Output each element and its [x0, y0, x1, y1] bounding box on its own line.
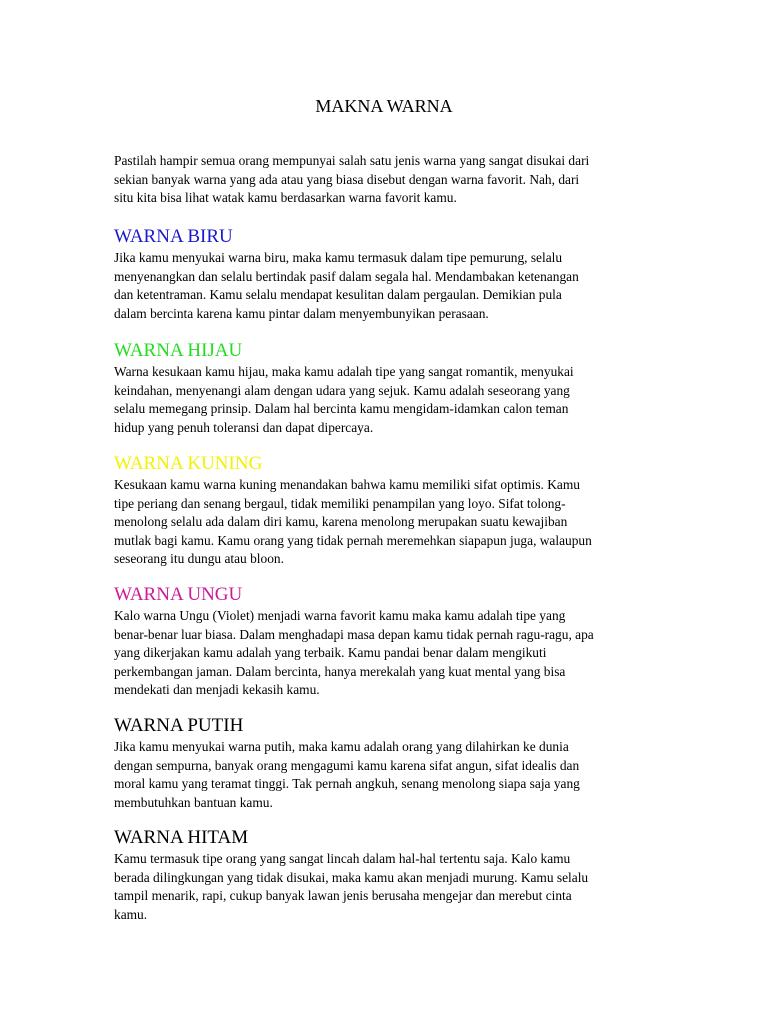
section-line: keindahan, menyenangi alam dengan udara yang sejuk. Kamu adalah seseorang yang [114, 382, 570, 398]
section-line: berada dilingkungan yang tidak disukai, maka kamu akan menjadi murung. Kamu selalu [114, 869, 589, 885]
section-line: perkembangan jaman. Dalam bercinta, hanya merekalah yang kuat mental yang bisa [114, 663, 566, 679]
section-line: dengan sempurna, banyak orang mengagumi kamu karena sifat angun, sifat idealis dan [114, 757, 580, 773]
section-line: seseorang itu dungu atau bloon. [114, 551, 284, 566]
section-line: Jika kamu menyukai warna biru, maka kamu termasuk dalam tipe pemurung, selalu [114, 250, 563, 265]
section-heading: WARNA BIRU [114, 226, 233, 247]
section-hitam [114, 828, 674, 924]
section-heading: WARNA HITAM [114, 827, 249, 848]
section-line: yang dikerjakan kamu adalah yang terbaik. Kamu pandai benar dalam mengikuti [114, 645, 547, 660]
intro-line: sekian banyak warna yang ada atau yang biasa disebut dengan warna favorit. Nah, dari [114, 171, 580, 187]
section-line: dan ketentraman. Kamu selalu mendapat kesulitan dalam pergaulan. Demikian pula [114, 287, 562, 302]
page-title: MAKNA WARNA [315, 96, 453, 116]
section-biru [114, 227, 674, 323]
section-heading: WARNA HIJAU [114, 340, 243, 361]
section-heading: WARNA PUTIH [114, 715, 244, 736]
section-heading: WARNA UNGU [114, 584, 243, 605]
section-line: benar-benar luar biasa. Dalam menghadapi masa depan kamu tidak pernah ragu-ragu, apa [114, 626, 594, 642]
section-line: tampil menarik, rapi, cukup banyak lawan jenis berusaha mengejar dan merebut cinta [114, 888, 572, 903]
section-ungu [114, 585, 674, 700]
section-line: Kesukaan kamu warna kuning menandakan bahwa kamu memiliki sifat optimis. Kamu [114, 477, 580, 492]
section-line: menolong selalu ada dalam diri kamu, karena menolong merupakan suatu kewajiban [114, 514, 568, 529]
section-heading: WARNA KUNING [114, 453, 263, 474]
intro-paragraph [114, 152, 674, 208]
section-body [114, 607, 674, 700]
intro-line: situ kita bisa lihat watak kamu berdasarkan warna favorit kamu. [114, 190, 457, 205]
section-line: Kamu termasuk tipe orang yang sangat lincah dalam hal-hal tertentu saja. Kalo kamu [114, 851, 571, 866]
section-line: Kalo warna Ungu (Violet) menjadi warna favorit kamu maka kamu adalah tipe yang [114, 608, 566, 623]
section-line: hidup yang penuh toleransi dan dapat dipercaya. [114, 419, 374, 435]
section-putih [114, 716, 674, 812]
section-body [114, 738, 674, 812]
section-line: Warna kesukaan kamu hijau, maka kamu adalah tipe yang sangat romantik, menyukai [114, 364, 574, 379]
section-body [114, 363, 674, 437]
section-line: tipe periang dan senang bergaul, tidak memiliki penampilan yang loyo. Sifat tolong- [114, 495, 566, 511]
section-line: menyenangkan dan selalu bertindak pasif dalam segala hal. Mendambakan ketenangan [114, 268, 579, 284]
section-kuning [114, 454, 674, 569]
section-line: mutlak bagi kamu. Kamu orang yang tidak pernah meremehkan siapapun juga, walaupun [114, 532, 592, 548]
intro-line: Pastilah hampir semua orang mempunyai salah satu jenis warna yang sangat disukai dari [114, 153, 590, 168]
section-body [114, 249, 674, 323]
section-hijau [114, 341, 674, 437]
section-body [114, 476, 674, 569]
section-line: Jika kamu menyukai warna putih, maka kamu adalah orang yang dilahirkan ke dunia [114, 739, 569, 754]
section-line: selalu memegang prinsip. Dalam hal bercinta kamu mengidam-idamkan calon teman [114, 401, 569, 416]
section-line: kamu. [114, 906, 148, 922]
section-line: dalam bercinta karena kamu pintar dalam menyembunyikan perasaan. [114, 305, 489, 321]
section-line: membutuhkan bantuan kamu. [114, 794, 273, 810]
section-line: mendekati dan menjadi kekasih kamu. [114, 682, 320, 697]
section-body [114, 850, 674, 924]
section-line: moral kamu yang teramat tinggi. Tak pernah angkuh, senang menolong siapa saja yang [114, 776, 580, 791]
